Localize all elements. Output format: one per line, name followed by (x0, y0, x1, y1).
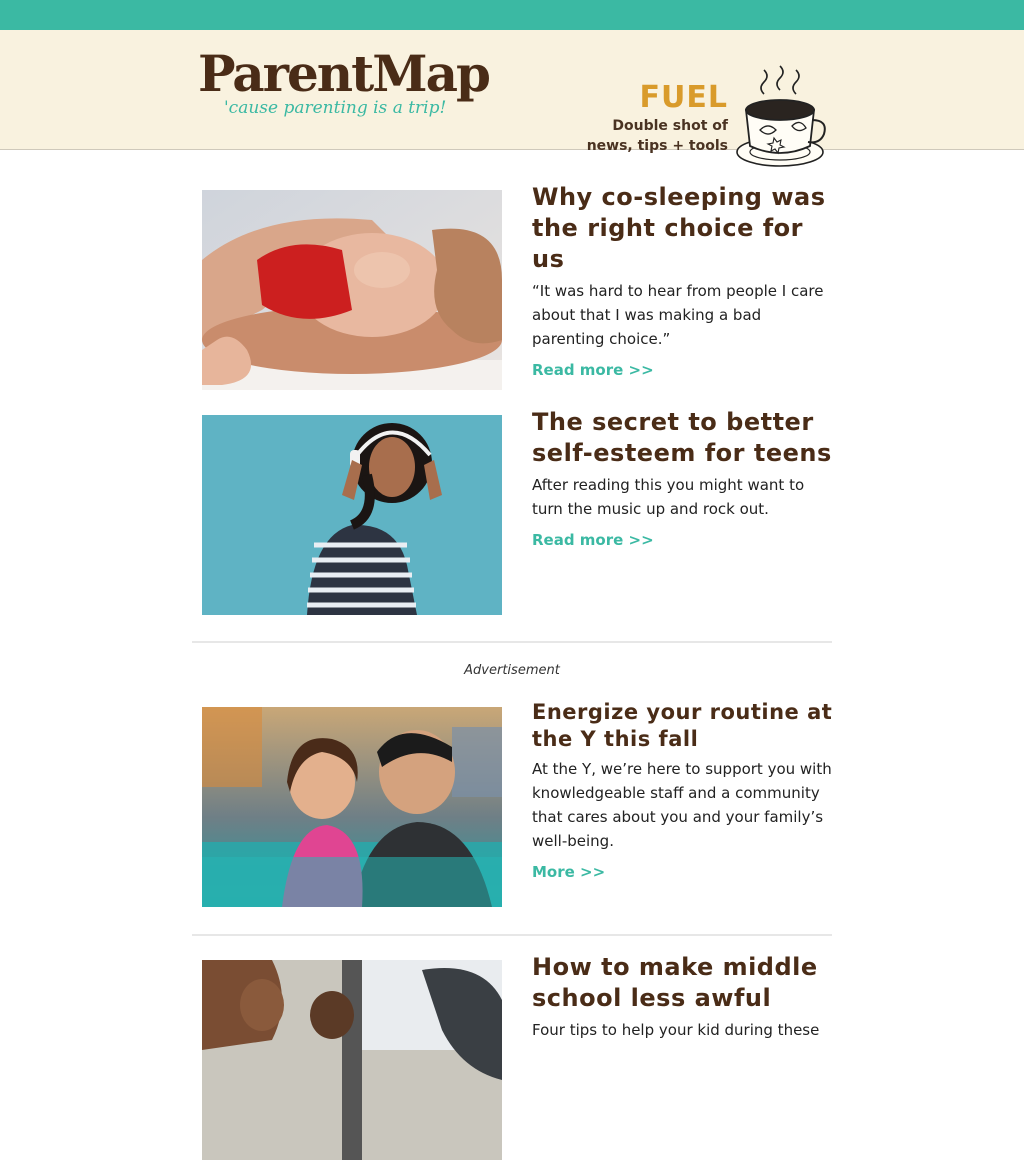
article-description: Four tips to help your kid during these (532, 1021, 820, 1039)
article-image-co-sleeping[interactable] (202, 190, 502, 390)
newsletter-header (0, 30, 1024, 154)
section-divider (192, 934, 832, 936)
logo-tagline: 'cause parenting is a trip! (224, 98, 447, 118)
logo-wordmark: ParentMap (198, 44, 489, 103)
article-description: “It was hard to hear from people I care about that I was making a bad parenting choice.” (532, 282, 824, 348)
article-headline[interactable]: How to make middle school less awful (532, 953, 818, 1012)
ad-headline[interactable]: Energize your routine at the Y this fall (532, 700, 833, 751)
ad-description: At the Y, we’re here to support you with knowledgeable staff and a community that cares about you and your family’s well-being. (532, 760, 832, 850)
ad-more-link[interactable]: More >> (532, 863, 606, 881)
advertisement-label: Advertisement (464, 663, 560, 678)
top-accent-bar (0, 0, 1024, 30)
article-headline[interactable]: The secret to better self-esteem for teens (532, 408, 832, 467)
read-more-link[interactable]: Read more >> (532, 531, 654, 549)
coffee-cup-icon (734, 64, 830, 172)
parentmap-logo[interactable] (198, 46, 489, 118)
article-image-teen-headphones[interactable] (202, 415, 502, 615)
article-image-school-bus[interactable] (202, 960, 502, 1160)
fuel-subtitle-line-2: news, tips + tools (586, 138, 728, 154)
ad-image-swimming[interactable] (202, 707, 502, 907)
article-headline[interactable]: Why co-sleeping was the right choice for us (532, 183, 826, 273)
fuel-title: FUEL (639, 80, 728, 115)
section-divider (192, 641, 832, 643)
fuel-promo (587, 80, 728, 156)
read-more-link[interactable]: Read more >> (532, 361, 654, 379)
article-description: After reading this you might want to turn the music up and rock out. (532, 476, 805, 518)
fuel-subtitle-line-1: Double shot of (612, 118, 728, 134)
